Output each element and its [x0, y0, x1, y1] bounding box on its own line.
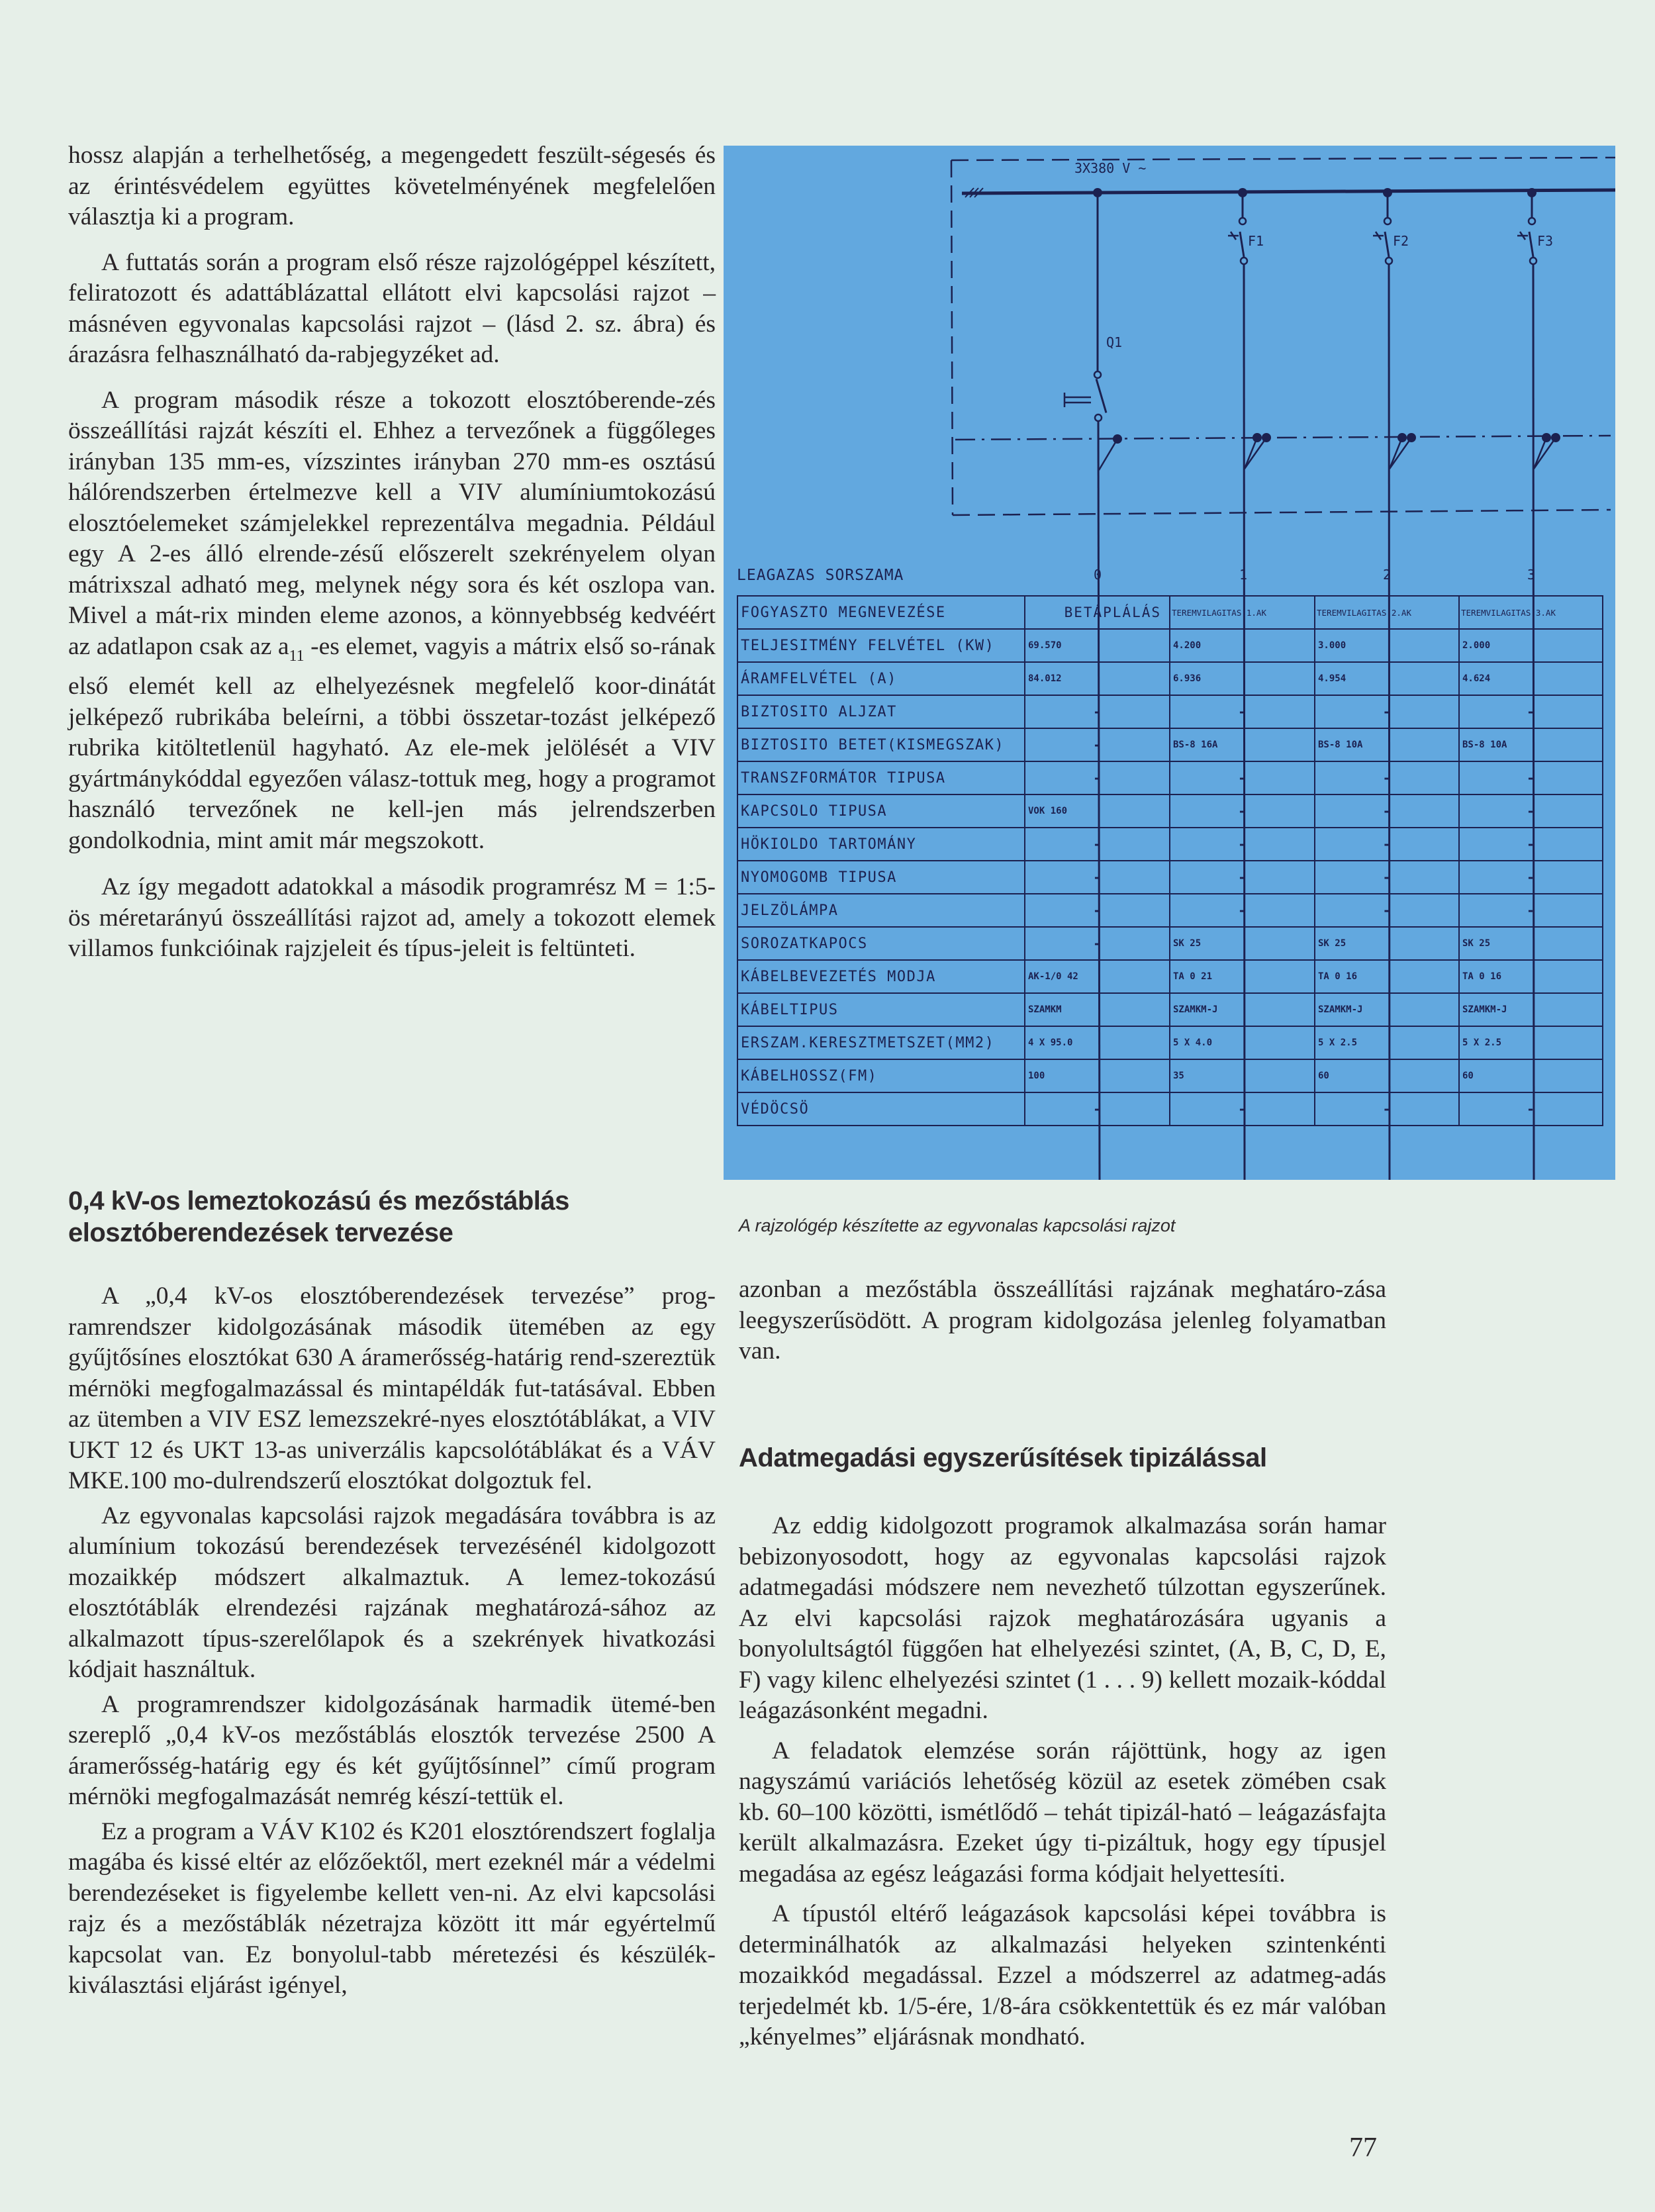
paragraph: Az így megadott adatokkal a második programrész M = 1:5-ös méretarányú összeállítási rajzot ad, amely a tokozott elemek villamos funkcióinak rajzjeleit és típus-jeleit is feltünteti. — [68, 873, 716, 962]
fuse-actuator-icon — [1228, 232, 1239, 240]
row-label: TELJESITMÉNY FELVÉTEL (KW) — [737, 629, 1025, 662]
table-row — [737, 629, 1603, 662]
table-cell: - — [1459, 695, 1603, 728]
table-cell: - — [1170, 1092, 1315, 1126]
row-label: KAPCSOLO TIPUSA — [737, 794, 1025, 828]
table-cell: - — [1170, 794, 1315, 828]
table-cell: AK-1/0 42 — [1025, 960, 1170, 993]
row-label: JELZÖLÁMPA — [737, 894, 1025, 927]
row-label: HÖKIOLDO TARTOMÁNY — [737, 828, 1025, 861]
table-cell: - — [1459, 761, 1603, 794]
contact-circle — [1095, 414, 1102, 421]
right-column-body — [739, 1511, 1386, 2053]
table-row — [737, 794, 1603, 828]
branch-number: 0 — [1093, 567, 1102, 583]
contact-circle — [1239, 218, 1246, 224]
device-label-f3: F3 — [1537, 233, 1554, 249]
paragraph: azonban a mezőstábla összeállítási rajzának meghatáro-zása leegyszerűsödött. A program kidolgozása jelenleg folyamatban van. — [739, 1276, 1386, 1365]
table-cell: 2.000 — [1459, 629, 1603, 662]
table-row — [737, 993, 1603, 1026]
table-row — [737, 728, 1603, 761]
table-row — [737, 828, 1603, 861]
table-row — [737, 861, 1603, 894]
row-label: KÁBELHOSSZ(FM) — [737, 1059, 1025, 1092]
paragraph-matrix — [68, 385, 716, 857]
table-cell: - — [1025, 761, 1170, 794]
table-cell: TEREMVILAGITAS 3.AK — [1459, 596, 1603, 629]
table-cell: BS-8 10A — [1315, 728, 1459, 761]
table-row — [737, 1059, 1603, 1092]
table-cell: SZAMKM-J — [1459, 993, 1603, 1026]
table-cell: - — [1170, 894, 1315, 927]
figure-caption: A rajzológép készítette az egyvonalas kapcsolási rajzot — [739, 1216, 1176, 1235]
table-cell: TA 0 16 — [1459, 960, 1603, 993]
table-cell: - — [1025, 927, 1170, 960]
table-cell: VOK 160 — [1025, 794, 1170, 828]
right-column — [739, 1274, 1386, 1367]
row-label: ÁRAMFELVÉTEL (A) — [737, 662, 1025, 695]
table-cell: 4.954 — [1315, 662, 1459, 695]
heading-line: 0,4 kV-os lemeztokozású és mezőstáblás — [68, 1186, 569, 1216]
device-label-q1: Q1 — [1106, 334, 1123, 350]
paragraph: Az egyvonalas kapcsolási rajzok megadására továbbra is az alumínium tokozású berendezések tervezésénél kidolgozott mozaikkép módszert alkalmaztuk. A lemez-tokozású elosztótáblák elrendezési rajzának meghatározá-sához az alkalmazott típus-szerelőlapok és a szekrények hivatkozási kódjait használtuk. — [68, 1502, 716, 1683]
table-cell: - — [1025, 861, 1170, 894]
row-label: KÁBELBEVEZETÉS MODJA — [737, 960, 1025, 993]
table-cell: 35 — [1170, 1059, 1315, 1092]
table-cell: - — [1025, 695, 1170, 728]
fuse-actuator-icon — [1373, 232, 1384, 240]
table-cell: - — [1025, 728, 1170, 761]
device-label-f2: F2 — [1393, 233, 1409, 249]
terminal-link — [1099, 439, 1117, 470]
supply-label: 3X380 V ~ — [1074, 160, 1147, 176]
contact-circle — [1241, 258, 1247, 264]
table-cell: 100 — [1025, 1059, 1170, 1092]
fuse-switch-blade — [1240, 232, 1244, 257]
data-table — [737, 595, 1603, 1126]
table-row — [737, 894, 1603, 927]
contact-circle — [1529, 218, 1535, 224]
table-cell: 4.200 — [1170, 629, 1315, 662]
table-cell: TEREMVILAGITAS 2.AK — [1315, 596, 1459, 629]
fuse-switch-blade — [1529, 232, 1533, 257]
contact-circle — [1384, 218, 1391, 224]
table-row — [737, 1092, 1603, 1126]
row-label: BIZTOSITO ALJZAT — [737, 695, 1025, 728]
paragraph: Ez a program a VÁV K102 és K201 elosztórendszert foglalja magába és kissé eltér az előzőektől, mert ezeknél már a védelmi berendezéseket is figyelembe kellett ven-ni. Az elvi kapcsolási rajz és a mezőstáblák nézetrajza között itt már egyértelmű kapcsolat van. Ez bonyolul-tabb méretezési és készülék-kiválasztási eljárást igényel, — [68, 1817, 716, 1999]
table-cell: - — [1170, 695, 1315, 728]
table-cell: - — [1459, 794, 1603, 828]
branch-number: 2 — [1382, 567, 1392, 583]
paragraph: A feladatok elemzése során rájöttünk, hogy az igen nagyszámú variációs lehetőség közül az esetek zömében csak kb. 60–100 közötti, ismétlődő – tehát tipizál-ható – leágazásfajta került alkalmazásra. Ezeket úgy ti-pizáltuk, hogy egy típusjel megadása az egész leágazási forma kódjait helyettesíti. — [739, 1737, 1386, 1888]
table-row — [737, 662, 1603, 695]
row-label: BIZTOSITO BETET(KISMEGSZAK) — [737, 728, 1025, 761]
table-cell: - — [1315, 1092, 1459, 1126]
table-cell: SK 25 — [1170, 927, 1315, 960]
left-column-bottom — [68, 1281, 716, 2001]
branch-number: 3 — [1527, 567, 1536, 583]
table-row — [737, 960, 1603, 993]
section-heading — [68, 1185, 716, 1249]
paragraph-text: A program második része a tokozott elosztóberende-zés összeállítási rajzát készíti el. Ehhez a tervezőnek a függőleges irányban 135 mm-es, vízszintes irányban 270 mm-es osztású hálórendszerben értelmezve kell a VIV alumíniumtokozású elosztóelemeket számjelekkel reprezentálva megadnia. Például egy A 2-es álló elrende-zésű előszerelt szekrényelem olyan mátrixszal adható meg, melynek négy sora és két oszlopa van. Mivel a mát-rix minden eleme azonos, a könnyebbség kedvéért az adatlapon csak az a — [68, 386, 716, 660]
table-cell: 3.000 — [1315, 629, 1459, 662]
table-cell: - — [1025, 1092, 1170, 1126]
right-section — [739, 1442, 1386, 1474]
table-cell: - — [1459, 861, 1603, 894]
contact-circle — [1386, 258, 1392, 264]
row-label: FOGYASZTO MEGNEVEZÉSE — [737, 596, 1025, 629]
row-label: NYOMOGOMB TIPUSA — [737, 861, 1025, 894]
table-cell: TA 0 16 — [1315, 960, 1459, 993]
row-label: TRANSZFORMÁTOR TIPUSA — [737, 761, 1025, 794]
page-number: 77 — [1349, 2133, 1377, 2163]
row-label: KÁBELTIPUS — [737, 993, 1025, 1026]
table-cell: TA 0 21 — [1170, 960, 1315, 993]
table-cell: 6.936 — [1170, 662, 1315, 695]
paragraph: A „0,4 kV-os elosztóberendezések tervezése” prog-ramrendszer kidolgozásának második ütemében az egy gyűjtősínes elosztókat 630 A áramerősség-határig rend-szereztük mérnöki megfogalmazással és mintapéldák fut-tatásával. Ebben az ütemben a VIV ESZ lemezszekré-nyes elosztótáblákat, a VIV UKT 12 és UKT 13-as univerzális kapcsolótáblákat és a VÁV MKE.100 mo-dulrendszerű elosztókat dolgoztuk fel. — [68, 1282, 716, 1494]
terminal-line — [955, 436, 1611, 440]
table-cell: - — [1459, 894, 1603, 927]
table-cell: - — [1170, 828, 1315, 861]
device-label-f1: F1 — [1248, 233, 1264, 249]
table-cell: SZAMKM-J — [1170, 993, 1315, 1026]
table-cell: BS-8 10A — [1459, 728, 1603, 761]
table-cell: SZAMKM — [1025, 993, 1170, 1026]
contact-circle — [1094, 371, 1101, 378]
table-cell: 69.570 — [1025, 629, 1170, 662]
table-row — [737, 1026, 1603, 1059]
table-row — [737, 761, 1603, 794]
section-heading-block — [68, 1185, 716, 1249]
table-cell: - — [1025, 894, 1170, 927]
table-cell: - — [1315, 794, 1459, 828]
table-cell: BETÁPLÁLÁS — [1025, 596, 1170, 629]
fuse-switch-blade — [1385, 232, 1389, 257]
table-cell: - — [1025, 828, 1170, 861]
table-row — [737, 596, 1603, 629]
table-cell: 84.012 — [1025, 662, 1170, 695]
left-column-top — [68, 140, 716, 965]
heading-line: elosztóberendezések tervezése — [68, 1218, 453, 1247]
paragraph: A futtatás során a program első része rajzológéppel készített, feliratozott és adattáblázattal ellátott elvi kapcsolási rajzot – másnéven egyvonalas kapcsolási rajzot – (lásd 2. sz. ábra) és árazásra felhasználható da-rabjegyzéket ad. — [68, 248, 716, 368]
subscript: 11 — [289, 647, 305, 665]
table-cell: - — [1459, 1092, 1603, 1126]
table-cell: - — [1315, 761, 1459, 794]
enclosure-dashed-left — [951, 160, 953, 515]
switch-blade — [1096, 379, 1106, 414]
switch-actuator-icon — [1064, 393, 1091, 407]
table-cell: - — [1315, 894, 1459, 927]
table-cell: - — [1315, 861, 1459, 894]
row-label: VÉDÖCSÖ — [737, 1092, 1025, 1126]
row-label: SOROZATKAPOCS — [737, 927, 1025, 960]
table-cell: - — [1459, 828, 1603, 861]
table-cell: TEREMVILAGITAS 1.AK — [1170, 596, 1315, 629]
table-row — [737, 927, 1603, 960]
table-cell: SZAMKM-J — [1315, 993, 1459, 1026]
table-cell: BS-8 16A — [1170, 728, 1315, 761]
fuse-actuator-icon — [1517, 232, 1528, 240]
enclosure-dashed-top — [951, 158, 1615, 160]
paragraph: A programrendszer kidolgozásának harmadik ütemé-ben szereplő „0,4 kV-os mezőstáblás elosztók tervezése 2500 A áramerősség-határig egy és két gyűjtősínnel” című program mérnöki megfogalmazását nemrég készí-tettük el. — [68, 1690, 716, 1810]
enclosure-dashed-bottom — [953, 510, 1611, 515]
table-cell: - — [1315, 828, 1459, 861]
table-cell: - — [1170, 861, 1315, 894]
paragraph-text: -es elemet, vagyis a mátrix első so-rának első elemét kell az elhelyezésnek megfelelő koor-dinátát jelképező rubrikába beleírni, a többi összetar-tozást jelképező rubrika kitöltetlenül hagyható. Az ele-mek jelölését a VIV gyártmánykóddal egyezően válasz-tottuk meg, hogy a programot használó tervezőnek ne kell-jen más jelrendszerben gondolkodnia, mint amit már megszokott. — [68, 632, 716, 854]
table-cell: 5 X 2.5 — [1459, 1026, 1603, 1059]
table-cell: 5 X 2.5 — [1315, 1026, 1459, 1059]
table-cell: 60 — [1315, 1059, 1459, 1092]
contact-circle — [1530, 258, 1537, 264]
paragraph: hossz alapján a terhelhetőség, a megengedett feszült-ségesés és az érintésvédelem együttes követelményének megfelelően választja ki a program. — [68, 142, 716, 230]
table-cell: - — [1170, 761, 1315, 794]
branch-number: 1 — [1239, 567, 1248, 583]
section-heading: Adatmegadási egyszerűsítések tipizálással — [739, 1443, 1267, 1472]
row-label: ERSZAM.KERESZTMETSZET(MM2) — [737, 1026, 1025, 1059]
table-row — [737, 695, 1603, 728]
table-title: LEAGAZAS SORSZAMA — [737, 567, 904, 584]
table-cell: 4.624 — [1459, 662, 1603, 695]
table-cell: 5 X 4.0 — [1170, 1026, 1315, 1059]
table-cell: SK 25 — [1315, 927, 1459, 960]
table-cell: 60 — [1459, 1059, 1603, 1092]
paragraph: A típustól eltérő leágazások kapcsolási képei továbbra is determinálhatók az alkalmazási helyeken szintenkénti mozaikkód megadással. Ezzel a módszerrel az adatmeg-adás terjedelmét kb. 1/5-ére, 1/8-ára csökkentettük és ez már valóban „kényelmes” eljárásnak mondható. — [739, 1900, 1386, 2050]
busbar — [962, 190, 1615, 193]
table-cell: 4 X 95.0 — [1025, 1026, 1170, 1059]
table-cell: - — [1315, 695, 1459, 728]
figure-panel — [724, 146, 1615, 1180]
paragraph: Az eddig kidolgozott programok alkalmazása során hamar bebizonyosodott, hogy az egyvonalas kapcsolási rajzok adatmegadási módszere nem nevezhető túlzottan egyszerűnek. Az elvi kapcsolási rajzok meghatározására ugyanis a bonyolultságtól függően hat elhelyezési szintet, (A, B, C, D, E, F) vagy kilenc elhelyezési szintet (1 . . . 9) kellett mozaik-kóddal leágazásonként megadni. — [739, 1512, 1386, 1724]
table-cell: SK 25 — [1459, 927, 1603, 960]
